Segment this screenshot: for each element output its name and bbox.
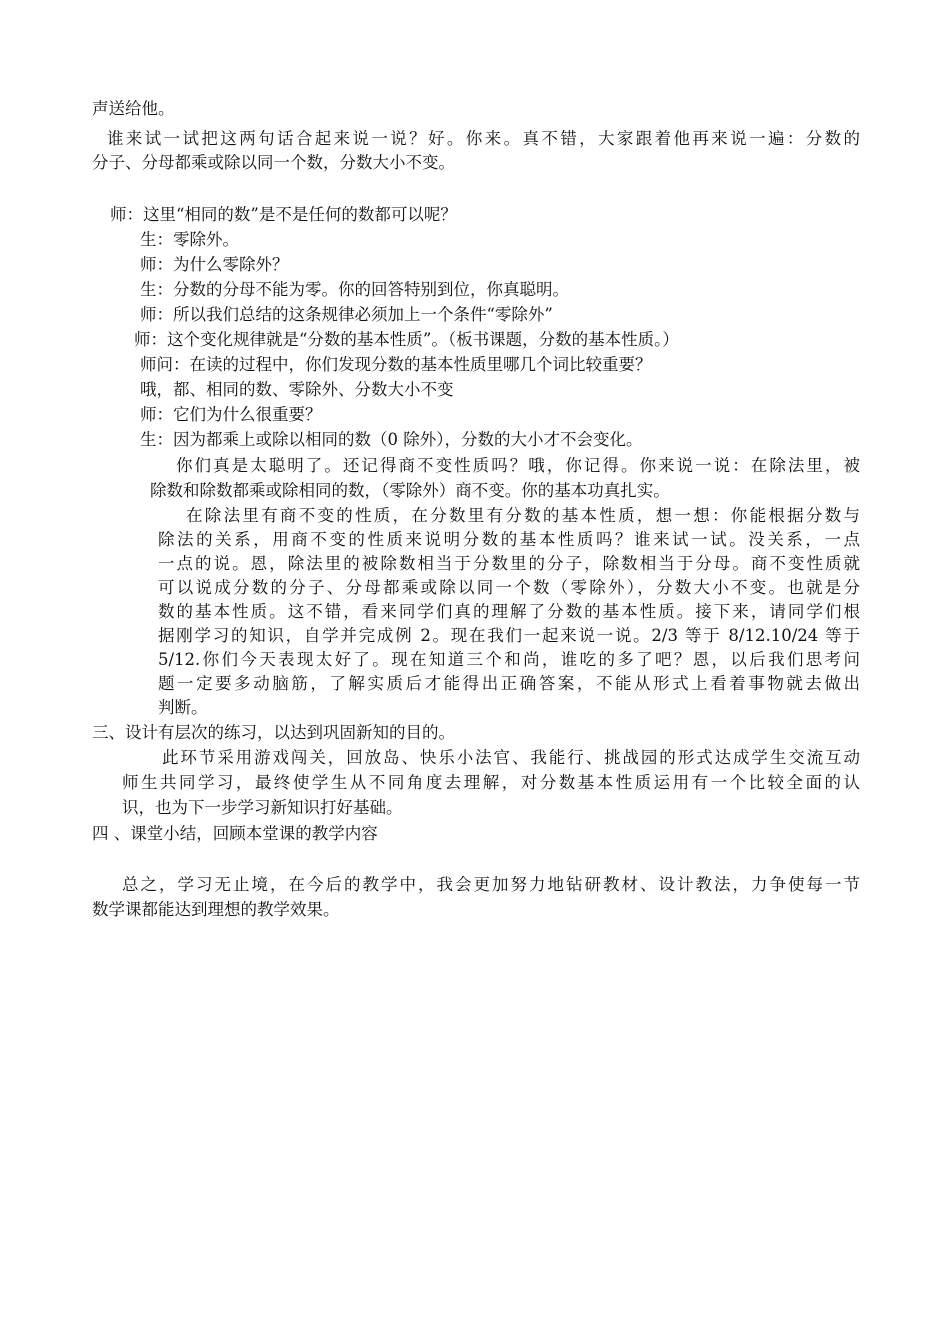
text-line: 除数和除数都乘或除相同的数，（零除外）商不变。你的基本功真扎实。 <box>150 481 670 500</box>
text-line: 此环节采用游戏闯关，回放岛、快乐小法官、我能行、挑战园的形式达成学生交流互动 <box>162 748 860 767</box>
dialogue-line: 师：它们为什么很重要？ <box>140 405 322 424</box>
dialogue-line: 师：这个变化规律就是“分数的基本性质”。（板书课题，分数的基本性质。） <box>134 330 679 349</box>
dialogue-line: 生：零除外。 <box>140 230 239 249</box>
dialogue-line: 师：这里“相同的数”是不是任何的数都可以呢？ <box>110 205 457 224</box>
text-line: 一点的说。恩，除法里的被除数相当于分数里的分子，除数相当于分母。商不变性质就 <box>158 554 860 573</box>
text-line: 可以说成分数的分子、分母都乘或除以同一个数（零除外），分数大小不变。也就是分 <box>158 578 860 597</box>
text-line: 数学课都能达到理想的教学效果。 <box>92 900 340 919</box>
text-line: 数的基本性质。这不错，看来同学们真的理解了分数的基本性质。接下来，请同学们根 <box>158 602 860 621</box>
section-heading: 四 、课堂小结，回顾本堂课的教学内容 <box>92 824 378 843</box>
section-heading: 三、设计有层次的练习，以达到巩固新知的目的。 <box>92 723 455 742</box>
text-line: 在除法里有商不变的性质，在分数里有分数的基本性质，想一想：你能根据分数与 <box>186 506 860 525</box>
text-line: 总之，学习无止境，在今后的教学中，我会更加努力地钻研教材、设计教法，力争使每一节 <box>122 875 860 894</box>
text-line: 分子、分母都乘或除以同一个数，分数大小不变。 <box>92 153 455 172</box>
text-line: 师生共同学习，最终使学生从不同角度去理解，对分数基本性质运用有一个比较全面的认 <box>122 773 860 792</box>
dialogue-line: 师：所以我们总结的这条规律必须加上一个条件“零除外” <box>140 305 553 324</box>
text-line: 题一定要多动脑筋，了解实质后才能得出正确答案，不能从形式上看着事物就去做出 <box>158 674 860 693</box>
text-line: 除法的关系，用商不变的性质来说明分数的基本性质吗？谁来试一试。没关系，一点 <box>158 530 860 549</box>
text-line: 5/12.你们今天表现太好了。现在知道三个和尚，谁吃的多了吧？恩，以后我们思考问 <box>158 650 860 669</box>
text-line: 你们真是太聪明了。还记得商不变性质吗？哦，你记得。你来说一说：在除法里，被 <box>176 456 860 475</box>
dialogue-line: 师：为什么零除外？ <box>140 255 289 274</box>
dialogue-line: 哦，都、相同的数、零除外、分数大小不变 <box>140 380 454 399</box>
dialogue-line: 生：因为都乘上或除以相同的数（0 除外），分数的大小才不会变化。 <box>140 430 643 449</box>
dialogue-line: 生：分数的分母不能为零。你的回答特别到位，你真聪明。 <box>140 280 569 299</box>
text-line: 判断。 <box>158 698 208 717</box>
text-line: 声送给他。 <box>92 99 175 118</box>
dialogue-line: 师问：在读的过程中，你们发现分数的基本性质里哪几个词比较重要？ <box>140 355 652 374</box>
text-line: 谁来试一试把这两句话合起来说一说？好。你来。真不错，大家跟着他再来说一遍：分数的 <box>107 129 860 148</box>
text-line: 据刚学习的知识，自学并完成例 2。现在我们一起来说一说。2/3 等于 8/12.10/24 等于 <box>158 626 860 645</box>
text-line: 识，也为下一步学习新知识打好基础。 <box>122 798 403 817</box>
